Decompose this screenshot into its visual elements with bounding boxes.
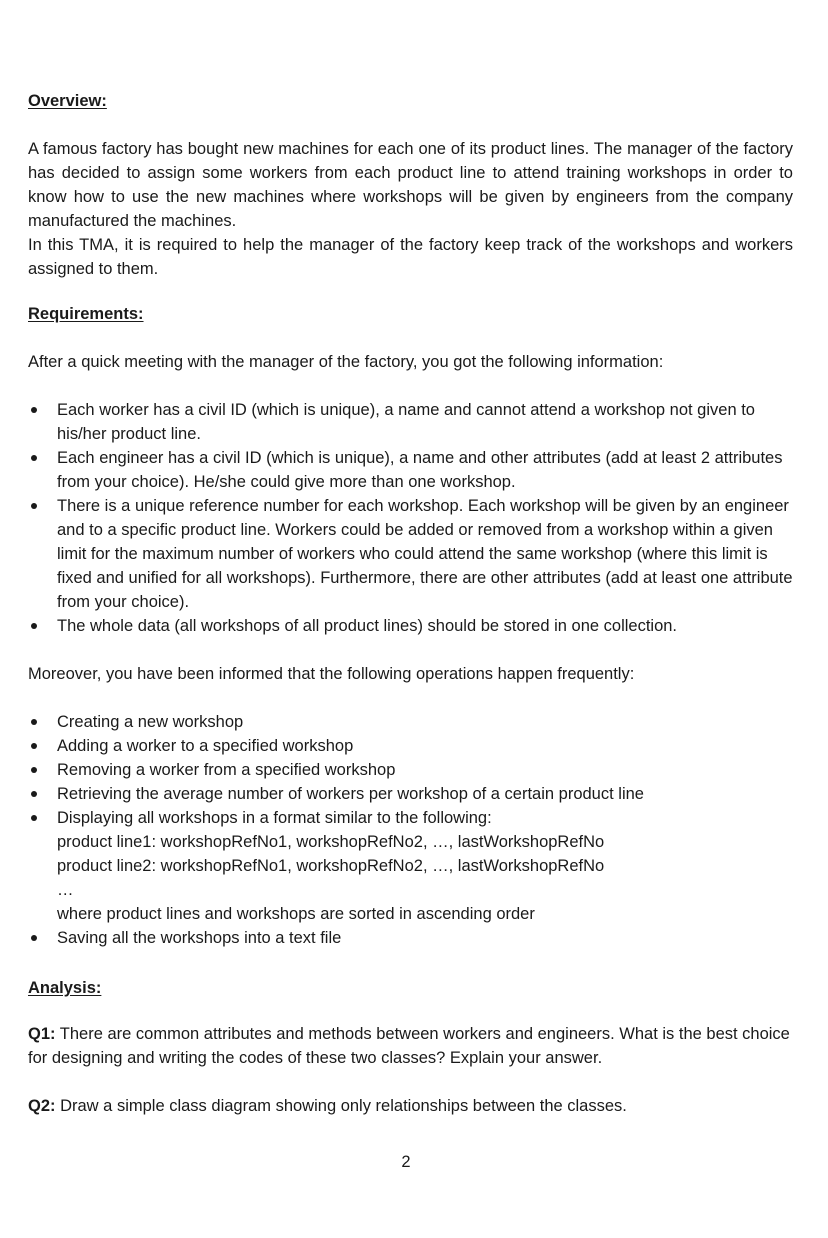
operation-item: Creating a new workshop [28,710,798,734]
requirement-item: Each engineer has a civil ID (which is unique), a name and other attributes (add at least 2 attributes from your choice). He/she could give more than one workshop. [28,446,798,494]
format-note: where product lines and workshops are sorted in ascending order [57,905,535,923]
overview-paragraph-2: In this TMA, it is required to help the manager of the factory keep track of the workshops and workers assigned to them. [28,236,793,278]
page-number: 2 [401,1153,411,1171]
requirement-item: The whole data (all workshops of all product lines) should be stored in one collection. [28,614,798,638]
format-line-ellipsis: … [57,881,74,899]
operation-item: Retrieving the average number of workers per workshop of a certain product line [28,782,798,806]
format-line: product line1: workshopRefNo1, workshopRefNo2, …, lastWorkshopRefNo [57,833,605,851]
operation-display-label: Displaying all workshops in a format similar to the following: [57,809,492,827]
operation-item: Removing a worker from a specified workshop [28,758,798,782]
question-2-label: Q2: [28,1097,56,1115]
operation-item: Saving all the workshops into a text file [28,926,798,950]
requirement-item: Each worker has a civil ID (which is unique), a name and cannot attend a workshop not given to his/her product line. [28,398,798,446]
question-1 [28,1022,793,1070]
operations-list [28,710,798,950]
question-1-text: There are common attributes and methods between workers and engineers. What is the best choice for designing and writing the codes of these two classes? Explain your answer. [28,1025,790,1067]
overview-heading: Overview: [28,92,107,110]
requirements-list [28,398,798,638]
operation-item-display [28,806,798,926]
operation-item: Adding a worker to a specified workshop [28,734,798,758]
overview-paragraph-1: A famous factory has bought new machines for each one of its product lines. The manager of the factory has decided to assign some workers from each product line to attend training workshops in order to know how to use the new machines where workshops will be given by engineers from the company manufactured the machines. [28,140,793,230]
question-2-text: Draw a simple class diagram showing only relationships between the classes. [55,1097,627,1115]
operations-intro: Moreover, you have been informed that the following operations happen frequently: [28,665,635,683]
requirements-intro: After a quick meeting with the manager of the factory, you got the following information: [28,353,664,371]
requirements-heading: Requirements: [28,305,144,323]
analysis-heading: Analysis: [28,979,102,997]
question-1-label: Q1: [28,1025,56,1043]
question-2 [28,1094,793,1118]
format-line: product line2: workshopRefNo1, workshopRefNo2, …, lastWorkshopRefNo [57,857,605,875]
requirement-item: There is a unique reference number for each workshop. Each workshop will be given by an engineer and to a specific product line. Workers could be added or removed from a workshop within a given limit for the maximum number of workers who could attend the same workshop (where this limit is fixed and unified for all workshops). Furthermore, there are other attributes (add at least one attribute from your choice). [28,494,798,614]
